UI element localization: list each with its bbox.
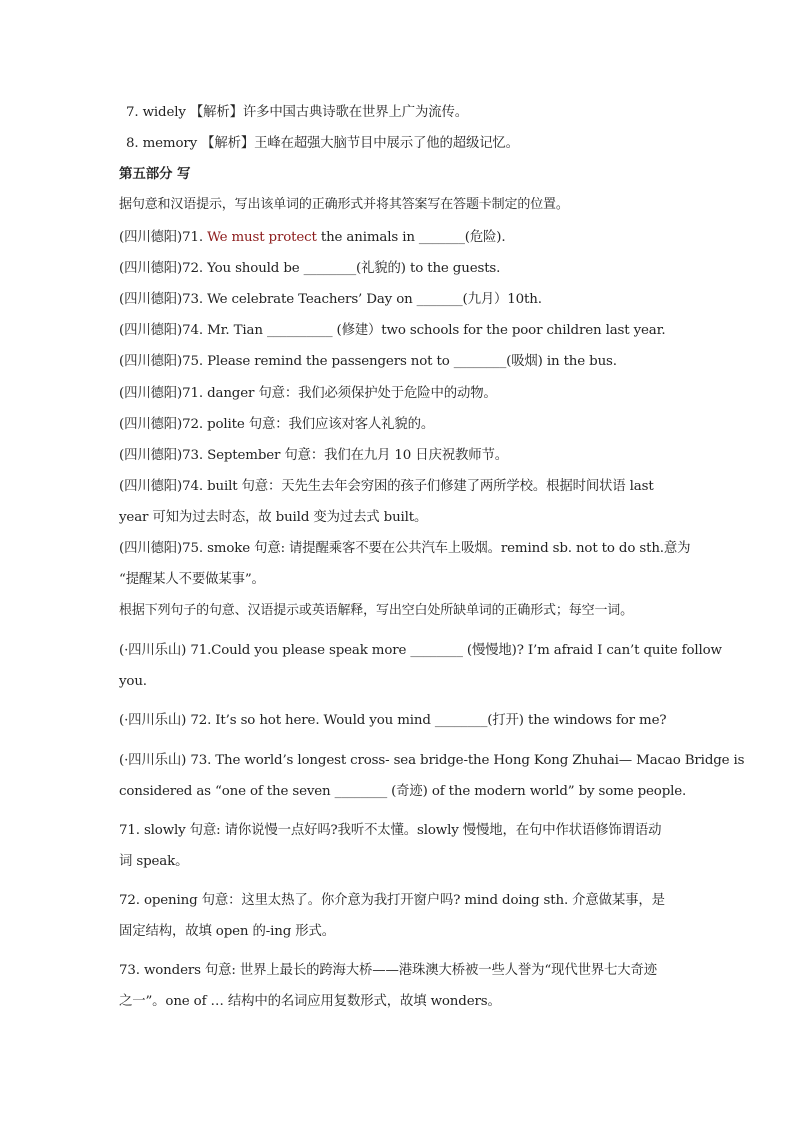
text-span: 词 speak。 [119, 854, 189, 869]
text-span: 据句意和汉语提示，写出该单词的正确形式并将其答案写在答题卡制定的位置。 [119, 197, 569, 212]
answer-line [119, 923, 679, 941]
text-span: 71. slowly 句意: 请你说慢一点好吗?我听不太懂。slowly 慢慢地，在句中作状语修饰谓语动 [119, 823, 662, 838]
text-span: the animals in _______(危险). [316, 230, 506, 245]
answer-line [119, 509, 679, 527]
answer-line [119, 962, 679, 980]
text-span: “提醒某人不要做某事”。 [119, 572, 265, 587]
text-span: 固定结构，故填 open 的-ing 形式。 [119, 924, 335, 939]
question-line [119, 752, 745, 770]
answer-line [119, 993, 679, 1011]
text-span: 第五部分 写 [119, 166, 191, 182]
text-span: (四川德阳)73. We celebrate Teachers’ Day on _______(九月）10th. [119, 292, 542, 307]
section-heading [119, 165, 679, 183]
answer-line [126, 135, 686, 153]
text-span: 之一”。one of … 结构中的名词应用复数形式，故填 wonders。 [119, 994, 501, 1009]
text-span: (四川德阳)75. Please remind the passengers not to ________(吸烟) in the bus. [119, 354, 617, 369]
text-span: (四川德阳)74. Mr. Tian __________ (修建）two schools for the poor children last year. [119, 323, 666, 338]
answer-line [119, 385, 679, 403]
question-line [119, 291, 679, 309]
instruction-line [119, 196, 679, 214]
text-span: (四川德阳)73. September 句意：我们在九月 10 日庆祝教师节。 [119, 448, 508, 463]
question-line [119, 673, 679, 691]
answer-line [119, 478, 679, 496]
text-span: (·四川乐山) 72. It’s so hot here. Would you mind ________(打开) the windows for me? [119, 713, 667, 728]
text-span: (四川德阳)72. polite 句意：我们应该对客人礼貌的。 [119, 417, 435, 432]
question-line [119, 353, 679, 371]
text-span: 根据下列句子的句意、汉语提示或英语解释，写出空白处所缺单词的正确形式；每空一词。 [119, 603, 634, 618]
question-line [119, 642, 722, 660]
highlighted-text: We must protect [207, 230, 317, 245]
text-span: 73. wonders 句意: 世界上最长的跨海大桥——港珠澳大桥被一些人誉为“现代世界七大奇迹 [119, 963, 658, 978]
answer-line [126, 104, 686, 122]
text-span: 8. memory 【解析】王峰在超强大脑节目中展示了他的超级记忆。 [126, 136, 519, 151]
text-span: (·四川乐山) 71.Could you please speak more ________ (慢慢地)? I’m afraid I can’t quite follow [119, 643, 722, 658]
text-span: considered as “one of the seven ________ (奇迹) of the modern world” by some people. [119, 784, 687, 799]
text-span: (四川德阳)75. smoke 句意: 请提醒乘客不要在公共汽车上吸烟。remind sb. not to do sth.意为 [119, 541, 691, 556]
question-line [119, 260, 679, 278]
question-line [119, 712, 679, 730]
answer-line [119, 416, 679, 434]
instruction-line [119, 602, 679, 620]
answer-line [119, 822, 679, 840]
text-span: (·四川乐山) 73. The world’s longest cross- sea bridge-the Hong Kong Zhuhai— Macao Bridge is [119, 753, 745, 768]
text-span: you. [119, 674, 147, 689]
answer-line [119, 853, 679, 871]
text-span: year 可知为过去时态，故 build 变为过去式 built。 [119, 510, 428, 525]
question-line [119, 322, 679, 340]
answer-line [119, 892, 679, 910]
answer-line [119, 571, 679, 589]
text-span: 7. widely 【解析】许多中国古典诗歌在世界上广为流传。 [126, 105, 468, 120]
question-line [119, 229, 679, 247]
answer-line [119, 540, 691, 558]
text-span: 72. opening 句意：这里太热了。你介意为我打开窗户吗? mind doing sth. 介意做某事，是 [119, 893, 665, 908]
text-span: (四川德阳)71. danger 句意：我们必须保护处于危险中的动物。 [119, 386, 497, 401]
text-span: (四川德阳)72. You should be ________(礼貌的) to the guests. [119, 261, 501, 276]
text-span: (四川德阳)71. [119, 230, 208, 245]
question-line [119, 783, 687, 801]
text-span: (四川德阳)74. built 句意：天先生去年会穷困的孩子们修建了两所学校。根据时间状语 last [119, 479, 654, 494]
answer-line [119, 447, 679, 465]
